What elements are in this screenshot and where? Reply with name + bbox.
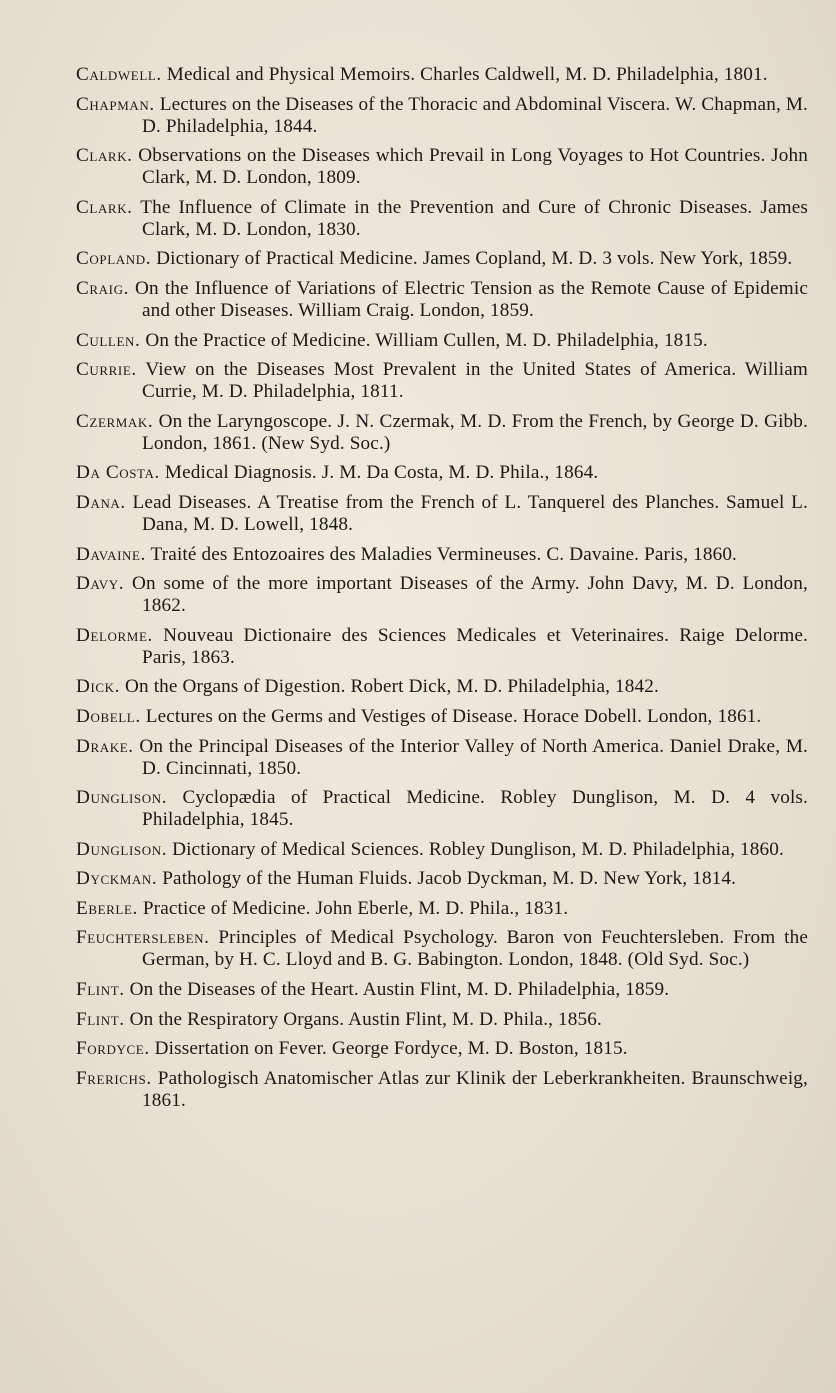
entry-text: Dissertation on Fever. George Fordyce, M. D. Boston, 1815. (154, 1038, 628, 1060)
entry-author: Clark. (76, 196, 133, 218)
bibliography-entry (76, 787, 808, 831)
entry-text: Pathology of the Human Fluids. Jacob Dyckman, M. D. New York, 1814. (162, 868, 737, 890)
entry-author: Craig. (76, 277, 129, 299)
bibliography-entry (76, 868, 808, 890)
entry-text: On the Laryngoscope. J. N. Czermak, M. D. From the French, by George D. Gibb. London, 1861. (New Syd. Soc.) (142, 410, 808, 454)
entry-text: Principles of Medical Psychology. Baron von Feuchtersleben. From the German, by H. C. Lloyd and B. G. Babington. London, 1848. (Old Syd. Soc.) (142, 927, 808, 971)
entry-text: Lead Diseases. A Treatise from the French of L. Tanquerel des Planches. Samuel L. Dana, M. D. Lowell, 1848. (132, 491, 808, 535)
entry-text: Pathologisch Anatomischer Atlas zur Klinik der Leberkrankheiten. Braunschweig, 1861. (142, 1067, 808, 1111)
entry-author: Dyckman. (76, 868, 158, 890)
entry-text: On the Principal Diseases of the Interior Valley of North America. Daniel Drake, M. D. Cincinnati, 1850. (139, 735, 808, 779)
entry-text: Nouveau Dictionaire des Sciences Medicales et Veterinaires. Raige Delorme. Paris, 1863. (142, 624, 809, 668)
entry-text: On some of the more important Diseases of the Army. John Davy, M. D. London, 1862. (131, 573, 808, 617)
entry-text: Traité des Entozoaires des Maladies Vermineuses. C. Davaine. Paris, 1860. (150, 543, 738, 565)
bibliography-entry (76, 462, 808, 484)
bibliography-entry (76, 736, 808, 780)
bibliography-entry (76, 248, 808, 270)
bibliography-entry (76, 359, 808, 403)
bibliography-entry (76, 706, 808, 728)
bibliography-entry (76, 979, 808, 1001)
entry-author: Clark. (76, 145, 133, 167)
entry-author: Davy. (76, 573, 125, 595)
entry-text: On the Organs of Digestion. Robert Dick, M. D. Philadelphia, 1842. (125, 676, 659, 698)
bibliography-entry (76, 625, 808, 669)
entry-author: Dana. (76, 491, 126, 513)
bibliography-entry (76, 64, 808, 86)
entry-text: On the Diseases of the Heart. Austin Flint, M. D. Philadelphia, 1859. (129, 979, 670, 1001)
entry-author: Davaine. (76, 543, 146, 565)
entry-text: Cyclopædia of Practical Medicine. Robley Dunglison, M. D. 4 vols. Philadelphia, 1845. (142, 787, 808, 831)
entry-author: Chapman. (76, 93, 155, 115)
bibliography-entry (76, 411, 808, 455)
entry-text: Medical and Physical Memoirs. Charles Caldwell, M. D. Philadelphia, 1801. (166, 64, 768, 85)
bibliography-entry (76, 573, 808, 617)
bibliography-entry (76, 492, 808, 536)
entry-author: Da Costa. (76, 462, 160, 484)
bibliography-entry (76, 1068, 808, 1112)
bibliography-list (76, 64, 808, 1112)
bibliography-entry (76, 927, 808, 971)
bibliography-entry (76, 1009, 808, 1031)
entry-text: On the Influence of Variations of Electric Tension as the Remote Cause of Epidemic and other Diseases. William Craig. London, 1859. (135, 277, 808, 321)
entry-author: Dunglison. (76, 838, 168, 860)
entry-author: Dick. (76, 676, 121, 698)
entry-text: Dictionary of Medical Sciences. Robley Dunglison, M. D. Philadelphia, 1860. (172, 838, 784, 860)
entry-author: Caldwell. (76, 64, 162, 85)
entry-text: On the Practice of Medicine. William Cullen, M. D. Philadelphia, 1815. (145, 329, 708, 351)
bibliography-entry (76, 197, 808, 241)
bibliography-entry (76, 94, 808, 138)
bibliography-entry (76, 278, 808, 322)
entry-author: Delorme. (76, 624, 153, 646)
entry-author: Czermak. (76, 410, 154, 432)
entry-text: The Influence of Climate in the Prevention and Cure of Chronic Diseases. James Clark, M. D. London, 1830. (140, 196, 808, 240)
bibliography-entry (76, 330, 808, 352)
entry-author: Flint. (76, 979, 125, 1001)
entry-text: View on the Diseases Most Prevalent in the United States of America. William Currie, M. D. Philadelphia, 1811. (142, 359, 808, 403)
entry-text: Medical Diagnosis. J. M. Da Costa, M. D. Phila., 1864. (164, 462, 599, 484)
entry-text: Dictionary of Practical Medicine. James Copland, M. D. 3 vols. New York, 1859. (156, 248, 793, 270)
entry-text: Observations on the Diseases which Prevail in Long Voyages to Hot Countries. John Clark, M. D. London, 1809. (138, 145, 808, 189)
bibliography-entry (76, 898, 808, 920)
entry-author: Feuchtersleben. (76, 927, 210, 949)
entry-author: Flint. (76, 1008, 125, 1030)
bibliography-entry (76, 145, 808, 189)
entry-author: Fordyce. (76, 1038, 150, 1060)
entry-text: Lectures on the Diseases of the Thoracic and Abdominal Viscera. W. Chapman, M. D. Philadelphia, 1844. (142, 93, 808, 137)
entry-author: Copland. (76, 248, 152, 270)
entry-text: Lectures on the Germs and Vestiges of Disease. Horace Dobell. London, 1861. (145, 705, 762, 727)
entry-author: Dobell. (76, 705, 141, 727)
entry-author: Cullen. (76, 329, 141, 351)
bibliography-entry (76, 544, 808, 566)
bibliography-entry (76, 1038, 808, 1060)
entry-author: Frerichs. (76, 1067, 152, 1089)
bibliography-entry (76, 676, 808, 698)
entry-author: Drake. (76, 735, 134, 757)
bibliography-entry (76, 839, 808, 861)
entry-text: Practice of Medicine. John Eberle, M. D. Phila., 1831. (142, 897, 569, 919)
entry-author: Eberle. (76, 897, 138, 919)
entry-text: On the Respiratory Organs. Austin Flint, M. D. Phila., 1856. (129, 1008, 602, 1030)
entry-author: Dunglison. (76, 787, 168, 809)
entry-author: Currie. (76, 359, 137, 381)
